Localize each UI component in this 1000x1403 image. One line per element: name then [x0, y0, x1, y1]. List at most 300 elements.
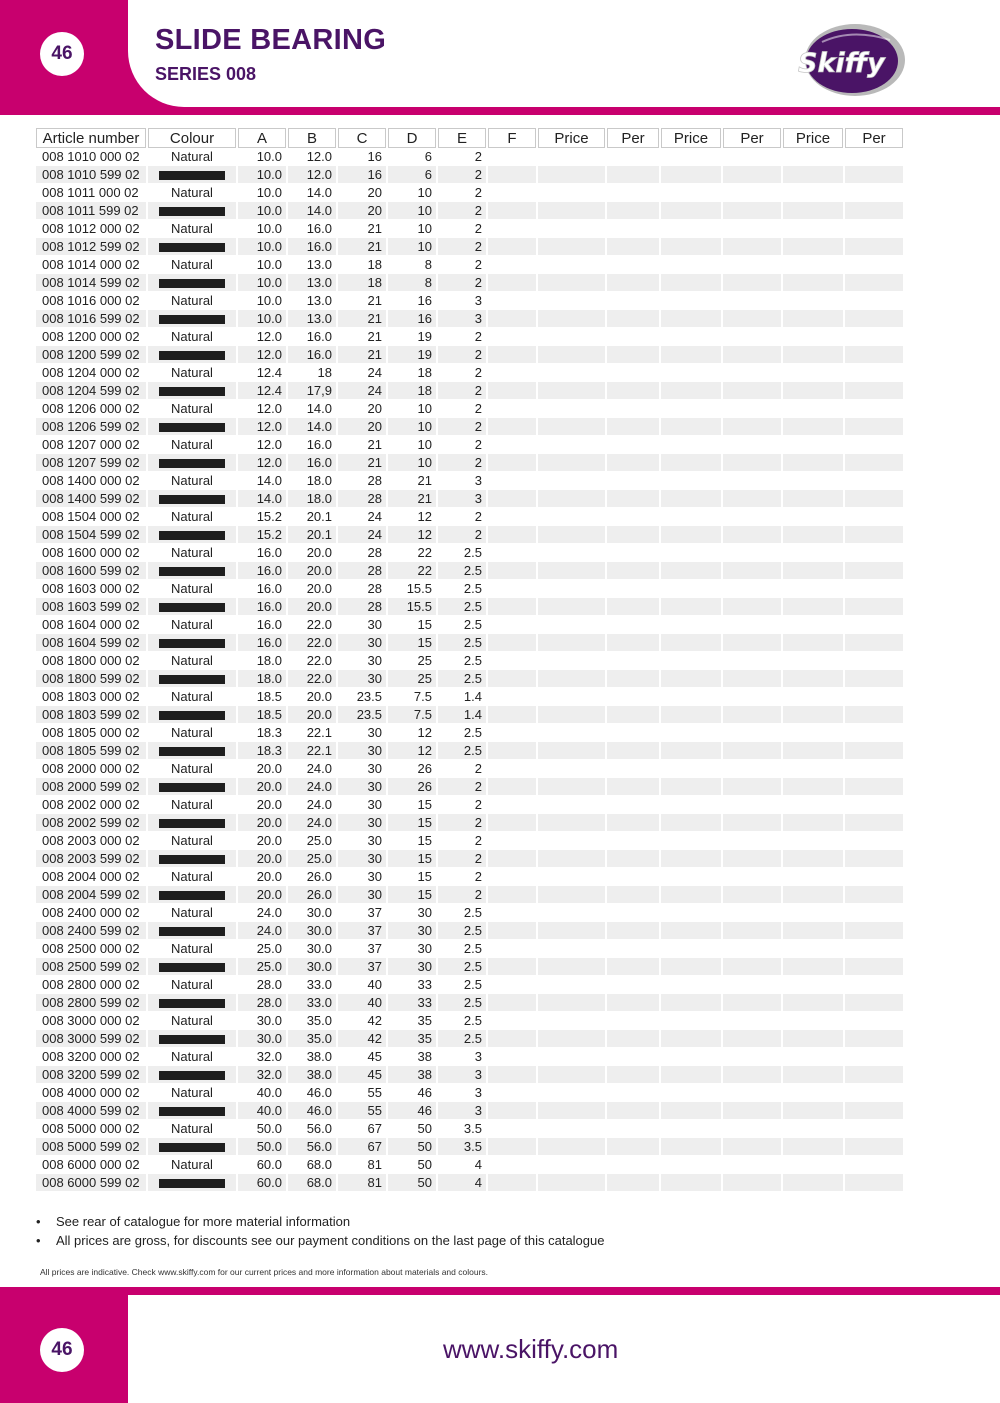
- empty-cell: [845, 436, 903, 454]
- empty-cell: [723, 220, 781, 238]
- empty-cell: [607, 382, 659, 400]
- empty-cell: [488, 562, 536, 580]
- dimension-d: 22: [388, 544, 436, 562]
- empty-cell: [538, 436, 605, 454]
- empty-cell: [488, 1174, 536, 1192]
- colour-natural: Natural: [148, 292, 236, 310]
- empty-cell: [607, 940, 659, 958]
- dimension-a: 40.0: [238, 1084, 286, 1102]
- empty-cell: [845, 238, 903, 256]
- article-number: 008 1803 599 02: [36, 706, 146, 724]
- dimension-d: 15: [388, 616, 436, 634]
- empty-cell: [488, 652, 536, 670]
- article-number: 008 1504 000 02: [36, 508, 146, 526]
- dimension-b: 33.0: [288, 976, 336, 994]
- dimension-d: 15: [388, 850, 436, 868]
- empty-cell: [488, 364, 536, 382]
- dimension-e: 2.5: [438, 652, 486, 670]
- dimension-d: 19: [388, 328, 436, 346]
- empty-cell: [538, 544, 605, 562]
- dimension-e: 2: [438, 868, 486, 886]
- article-number: 008 1014 000 02: [36, 256, 146, 274]
- colour-natural: Natural: [148, 364, 236, 382]
- dimension-c: 81: [338, 1156, 386, 1174]
- empty-cell: [661, 634, 721, 652]
- empty-cell: [661, 652, 721, 670]
- table-row: [36, 616, 903, 634]
- empty-cell: [607, 652, 659, 670]
- dimension-c: 21: [338, 310, 386, 328]
- dimension-d: 15: [388, 886, 436, 904]
- colour-black: [148, 418, 236, 436]
- black-swatch: [159, 567, 225, 576]
- empty-cell: [723, 328, 781, 346]
- empty-cell: [845, 796, 903, 814]
- empty-cell: [845, 976, 903, 994]
- dimension-a: 10.0: [238, 292, 286, 310]
- empty-cell: [723, 688, 781, 706]
- empty-cell: [607, 832, 659, 850]
- dimension-a: 20.0: [238, 814, 286, 832]
- empty-cell: [845, 652, 903, 670]
- dimension-e: 2: [438, 148, 486, 166]
- dimension-c: 18: [338, 274, 386, 292]
- empty-cell: [538, 976, 605, 994]
- dimension-c: 24: [338, 508, 386, 526]
- empty-cell: [723, 454, 781, 472]
- notes-list: [36, 1212, 604, 1250]
- empty-cell: [488, 328, 536, 346]
- empty-cell: [661, 454, 721, 472]
- empty-cell: [783, 598, 843, 616]
- dimension-a: 18.5: [238, 706, 286, 724]
- colour-black: [148, 1102, 236, 1120]
- empty-cell: [723, 400, 781, 418]
- empty-cell: [845, 850, 903, 868]
- dimension-a: 30.0: [238, 1030, 286, 1048]
- empty-cell: [488, 346, 536, 364]
- table-row: [36, 526, 903, 544]
- empty-cell: [723, 382, 781, 400]
- dimension-a: 10.0: [238, 202, 286, 220]
- empty-cell: [845, 580, 903, 598]
- empty-cell: [723, 994, 781, 1012]
- table-row: [36, 346, 903, 364]
- empty-cell: [783, 994, 843, 1012]
- empty-cell: [783, 940, 843, 958]
- table-row: [36, 994, 903, 1012]
- empty-cell: [607, 814, 659, 832]
- empty-cell: [783, 922, 843, 940]
- dimension-c: 20: [338, 418, 386, 436]
- colour-black: [148, 886, 236, 904]
- empty-cell: [488, 904, 536, 922]
- black-swatch: [159, 1107, 225, 1116]
- empty-cell: [607, 1120, 659, 1138]
- empty-cell: [488, 670, 536, 688]
- empty-cell: [607, 562, 659, 580]
- empty-cell: [845, 1156, 903, 1174]
- dimension-b: 16.0: [288, 328, 336, 346]
- dimension-e: 2.5: [438, 922, 486, 940]
- empty-cell: [607, 400, 659, 418]
- empty-cell: [488, 274, 536, 292]
- empty-cell: [783, 1102, 843, 1120]
- table-row: [36, 1102, 903, 1120]
- table-row: [36, 364, 903, 382]
- empty-cell: [661, 940, 721, 958]
- dimension-c: 37: [338, 958, 386, 976]
- empty-cell: [488, 220, 536, 238]
- empty-cell: [661, 220, 721, 238]
- dimension-c: 30: [338, 742, 386, 760]
- dimension-a: 12.4: [238, 364, 286, 382]
- article-number: 008 1207 599 02: [36, 454, 146, 472]
- empty-cell: [538, 760, 605, 778]
- dimension-b: 22.0: [288, 616, 336, 634]
- dimension-c: 21: [338, 328, 386, 346]
- dimension-c: 23.5: [338, 706, 386, 724]
- empty-cell: [723, 1174, 781, 1192]
- empty-cell: [607, 148, 659, 166]
- empty-cell: [538, 886, 605, 904]
- colour-natural: Natural: [148, 724, 236, 742]
- empty-cell: [661, 202, 721, 220]
- empty-cell: [661, 166, 721, 184]
- empty-cell: [607, 1174, 659, 1192]
- dimension-a: 16.0: [238, 634, 286, 652]
- dimension-d: 30: [388, 958, 436, 976]
- empty-cell: [783, 796, 843, 814]
- table-row: [36, 1084, 903, 1102]
- dimension-c: 16: [338, 166, 386, 184]
- empty-cell: [845, 832, 903, 850]
- empty-cell: [783, 1156, 843, 1174]
- empty-cell: [488, 292, 536, 310]
- dimension-d: 30: [388, 922, 436, 940]
- empty-cell: [488, 238, 536, 256]
- empty-cell: [845, 994, 903, 1012]
- dimension-b: 16.0: [288, 238, 336, 256]
- empty-cell: [723, 436, 781, 454]
- empty-cell: [723, 1138, 781, 1156]
- empty-cell: [538, 832, 605, 850]
- empty-cell: [607, 886, 659, 904]
- empty-cell: [661, 832, 721, 850]
- empty-cell: [845, 1048, 903, 1066]
- empty-cell: [488, 922, 536, 940]
- dimension-e: 2: [438, 364, 486, 382]
- colour-natural: Natural: [148, 652, 236, 670]
- dimension-d: 15: [388, 634, 436, 652]
- dimension-d: 7.5: [388, 688, 436, 706]
- empty-cell: [538, 1138, 605, 1156]
- dimension-e: 4: [438, 1156, 486, 1174]
- empty-cell: [845, 562, 903, 580]
- dimension-c: 30: [338, 886, 386, 904]
- page-number-bottom: 46: [40, 1328, 84, 1372]
- empty-cell: [845, 310, 903, 328]
- page-subtitle: SERIES 008: [155, 64, 257, 84]
- colour-black: [148, 202, 236, 220]
- empty-cell: [723, 634, 781, 652]
- colour-natural: Natural: [148, 184, 236, 202]
- empty-cell: [488, 994, 536, 1012]
- dimension-b: 14.0: [288, 418, 336, 436]
- dimension-b: 56.0: [288, 1138, 336, 1156]
- dimension-d: 15: [388, 832, 436, 850]
- table-row: [36, 1012, 903, 1030]
- empty-cell: [538, 1012, 605, 1030]
- empty-cell: [607, 994, 659, 1012]
- empty-cell: [488, 1138, 536, 1156]
- black-swatch: [159, 891, 225, 900]
- empty-cell: [607, 436, 659, 454]
- empty-cell: [783, 508, 843, 526]
- table-row: [36, 1120, 903, 1138]
- empty-cell: [661, 400, 721, 418]
- empty-cell: [488, 958, 536, 976]
- dimension-e: 2: [438, 400, 486, 418]
- empty-cell: [783, 1066, 843, 1084]
- dimension-d: 50: [388, 1156, 436, 1174]
- dimension-c: 40: [338, 976, 386, 994]
- empty-cell: [723, 544, 781, 562]
- black-swatch: [159, 603, 225, 612]
- article-number: 008 1604 599 02: [36, 634, 146, 652]
- dimension-b: 16.0: [288, 436, 336, 454]
- empty-cell: [783, 454, 843, 472]
- dimension-e: 2: [438, 382, 486, 400]
- dimension-c: 20: [338, 184, 386, 202]
- empty-cell: [661, 922, 721, 940]
- dimension-a: 10.0: [238, 220, 286, 238]
- website-link[interactable]: www.skiffy.com: [443, 1334, 619, 1364]
- empty-cell: [538, 400, 605, 418]
- dimension-a: 25.0: [238, 958, 286, 976]
- dimension-a: 12.4: [238, 382, 286, 400]
- dimension-b: 16.0: [288, 220, 336, 238]
- empty-cell: [783, 472, 843, 490]
- empty-cell: [538, 1048, 605, 1066]
- article-number: 008 1805 000 02: [36, 724, 146, 742]
- empty-cell: [488, 1102, 536, 1120]
- dimension-d: 16: [388, 310, 436, 328]
- empty-cell: [488, 454, 536, 472]
- empty-cell: [845, 742, 903, 760]
- colour-natural: Natural: [148, 976, 236, 994]
- empty-cell: [488, 1030, 536, 1048]
- colour-natural: Natural: [148, 256, 236, 274]
- article-number: 008 1204 599 02: [36, 382, 146, 400]
- empty-cell: [607, 868, 659, 886]
- colour-black: [148, 526, 236, 544]
- colour-natural: Natural: [148, 508, 236, 526]
- colour-natural: Natural: [148, 796, 236, 814]
- black-swatch: [159, 387, 225, 396]
- empty-cell: [723, 760, 781, 778]
- table-row: [36, 472, 903, 490]
- dimension-b: 20.0: [288, 688, 336, 706]
- empty-cell: [538, 346, 605, 364]
- empty-cell: [845, 706, 903, 724]
- empty-cell: [661, 778, 721, 796]
- article-number: 008 6000 000 02: [36, 1156, 146, 1174]
- article-number: 008 1014 599 02: [36, 274, 146, 292]
- dimension-b: 35.0: [288, 1030, 336, 1048]
- empty-cell: [488, 490, 536, 508]
- empty-cell: [845, 418, 903, 436]
- empty-cell: [488, 706, 536, 724]
- dimension-c: 30: [338, 814, 386, 832]
- table-row: [36, 832, 903, 850]
- article-number: 008 6000 599 02: [36, 1174, 146, 1192]
- dimension-e: 2.5: [438, 742, 486, 760]
- empty-cell: [661, 1120, 721, 1138]
- dimension-d: 10: [388, 184, 436, 202]
- table-row: [36, 436, 903, 454]
- dimension-b: 56.0: [288, 1120, 336, 1138]
- empty-cell: [607, 1102, 659, 1120]
- dimension-e: 2: [438, 238, 486, 256]
- dimension-d: 6: [388, 148, 436, 166]
- dimension-b: 12.0: [288, 166, 336, 184]
- dimension-d: 10: [388, 418, 436, 436]
- empty-cell: [783, 634, 843, 652]
- empty-cell: [723, 1120, 781, 1138]
- table-row: [36, 940, 903, 958]
- empty-cell: [488, 400, 536, 418]
- empty-cell: [723, 166, 781, 184]
- empty-cell: [661, 688, 721, 706]
- empty-cell: [783, 958, 843, 976]
- article-number: 008 2000 000 02: [36, 760, 146, 778]
- empty-cell: [538, 256, 605, 274]
- empty-cell: [723, 580, 781, 598]
- empty-cell: [783, 328, 843, 346]
- dimension-a: 50.0: [238, 1138, 286, 1156]
- dimension-c: 37: [338, 904, 386, 922]
- dimension-d: 18: [388, 364, 436, 382]
- dimension-b: 20.0: [288, 706, 336, 724]
- empty-cell: [723, 778, 781, 796]
- empty-cell: [661, 490, 721, 508]
- empty-cell: [723, 868, 781, 886]
- dimension-c: 45: [338, 1048, 386, 1066]
- dimension-e: 2.5: [438, 634, 486, 652]
- empty-cell: [783, 562, 843, 580]
- article-number: 008 1200 599 02: [36, 346, 146, 364]
- colour-black: [148, 922, 236, 940]
- empty-cell: [783, 706, 843, 724]
- black-swatch: [159, 351, 225, 360]
- article-number: 008 4000 000 02: [36, 1084, 146, 1102]
- dimension-a: 24.0: [238, 904, 286, 922]
- empty-cell: [661, 508, 721, 526]
- empty-cell: [488, 148, 536, 166]
- dimension-c: 30: [338, 652, 386, 670]
- black-swatch: [159, 711, 225, 720]
- article-number: 008 1400 000 02: [36, 472, 146, 490]
- empty-cell: [783, 1138, 843, 1156]
- dimension-b: 14.0: [288, 184, 336, 202]
- empty-cell: [488, 310, 536, 328]
- black-swatch: [159, 207, 225, 216]
- dimension-b: 26.0: [288, 868, 336, 886]
- empty-cell: [607, 508, 659, 526]
- empty-cell: [845, 886, 903, 904]
- empty-cell: [661, 796, 721, 814]
- empty-cell: [661, 1156, 721, 1174]
- dimension-a: 20.0: [238, 778, 286, 796]
- empty-cell: [607, 328, 659, 346]
- empty-cell: [783, 652, 843, 670]
- empty-cell: [723, 1102, 781, 1120]
- dimension-b: 13.0: [288, 292, 336, 310]
- dimension-d: 50: [388, 1174, 436, 1192]
- dimension-b: 20.0: [288, 544, 336, 562]
- dimension-d: 15.5: [388, 580, 436, 598]
- dimension-c: 28: [338, 580, 386, 598]
- dimension-d: 35: [388, 1012, 436, 1030]
- empty-cell: [723, 1066, 781, 1084]
- dimension-a: 16.0: [238, 562, 286, 580]
- dimension-e: 2.5: [438, 616, 486, 634]
- empty-cell: [538, 1084, 605, 1102]
- colour-natural: Natural: [148, 148, 236, 166]
- empty-cell: [538, 202, 605, 220]
- empty-cell: [607, 778, 659, 796]
- black-swatch: [159, 531, 225, 540]
- empty-cell: [538, 616, 605, 634]
- colour-black: [148, 346, 236, 364]
- dimension-b: 20.0: [288, 562, 336, 580]
- empty-cell: [661, 814, 721, 832]
- empty-cell: [845, 1066, 903, 1084]
- colour-natural: Natural: [148, 904, 236, 922]
- table-row: [36, 418, 903, 436]
- empty-cell: [845, 778, 903, 796]
- empty-cell: [488, 598, 536, 616]
- column-header: A: [238, 128, 286, 148]
- black-swatch: [159, 243, 225, 252]
- empty-cell: [783, 1120, 843, 1138]
- colour-black: [148, 382, 236, 400]
- dimension-c: 16: [338, 148, 386, 166]
- dimension-a: 18.3: [238, 724, 286, 742]
- dimension-d: 30: [388, 940, 436, 958]
- dimension-b: 22.1: [288, 742, 336, 760]
- empty-cell: [607, 760, 659, 778]
- table-row: [36, 634, 903, 652]
- dimension-d: 12: [388, 526, 436, 544]
- empty-cell: [783, 670, 843, 688]
- empty-cell: [488, 832, 536, 850]
- empty-cell: [845, 490, 903, 508]
- empty-cell: [723, 904, 781, 922]
- dimension-d: 12: [388, 508, 436, 526]
- column-header: B: [288, 128, 336, 148]
- black-swatch: [159, 495, 225, 504]
- dimension-d: 12: [388, 742, 436, 760]
- empty-cell: [538, 238, 605, 256]
- empty-cell: [488, 886, 536, 904]
- article-number: 008 1604 000 02: [36, 616, 146, 634]
- empty-cell: [607, 202, 659, 220]
- empty-cell: [783, 148, 843, 166]
- dimension-e: 2.5: [438, 544, 486, 562]
- dimension-e: 3: [438, 472, 486, 490]
